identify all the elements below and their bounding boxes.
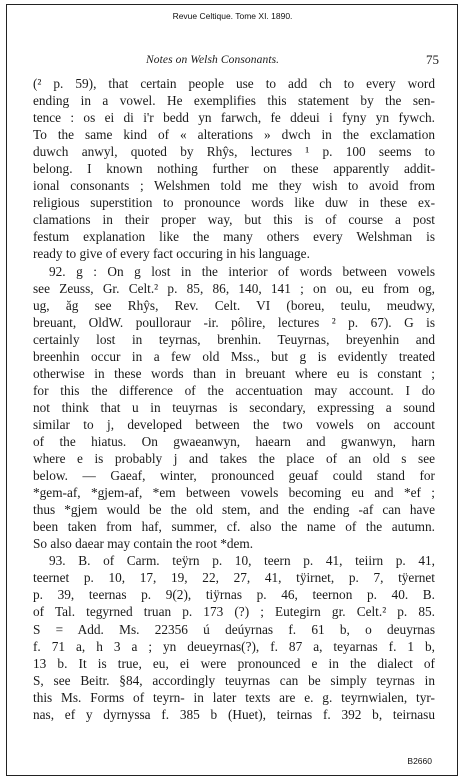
body-text [33,75,435,723]
text-line: nas, ef y dyrnyssa f. 385 b (Huet), teirnas f. 392 b, teirnasu [33,706,435,722]
text-line: S, see Beitr. §84, accordingly teuyrnas can be simply teyrnas in [33,672,435,688]
text-line: S = Add. Ms. 22356 ú deúyrnas f. 61 b, o deuyrnas [33,621,435,637]
text-line: 13 b. It is true, eu, ei were pronounced e in the dialect of [33,655,435,671]
text-line: 93. B. of Carm. teÿrn p. 10, teern p. 41, teiirn p. 41, [49,553,435,569]
text-line: belong. I known nothing further on these apparently addit- [33,161,435,177]
archive-id: B2660 [407,756,432,766]
text-line: not think that u in teuyrnas is secondary, expressing a sound [33,399,435,415]
text-line: *gem-af, *gjem-af, *em between vowels becoming eu and *ef ; [33,485,435,501]
text-line: see Zeuss, Gr. Celt.² p. 85, 86, 140, 141 ; on ou, eu from og, [33,280,435,296]
text-line: where e is probably j and takes the place of an old s see [33,451,435,467]
text-line: So also daear may contain the root *dem. [33,536,254,552]
running-title: Notes on Welsh Consonants. [146,54,280,66]
text-line: To the same kind of « alterations » dwch in the exclamation [33,127,435,143]
text-line: ready to give of every fact occuring in his language. [33,246,310,262]
text-line: been taken from haf, summer, cf. also the name of the autumn. [33,519,435,535]
text-line: otherwise in these words than in breuant where eu is constant ; [33,365,435,381]
text-line: (² p. 59), that certain people use to add ch to every word [33,76,435,91]
text-line: 92. g : On g lost in the interior of words between vowels [49,263,435,279]
text-line: festum explanation like the many others every Welshman is [33,229,435,245]
text-line: of Tal. tegyrned truan p. 173 (?) ; Eutegirn gr. Celt.² p. 85. [33,604,435,620]
text-line: below. — Gaeaf, winter, pronounced geuaf could stand for [33,468,435,484]
text-line: duwch anwyl, quoted by Rhŷs, lectures ¹ p. 100 seems to [33,144,435,160]
text-line: teernet p. 10, 17, 19, 22, 27, 41, tÿirnet, p. 7, tÿernet [33,570,435,586]
text-line: religious superstition to pronounce words like duw in these ex- [33,195,435,211]
text-line: for this the difference of the accentuation may account. I do [33,382,435,398]
text-line: p. 39, teernas p. 9(2), tiÿrnas p. 46, teernon p. 40. B. [33,587,435,603]
text-line: clamations in their proper way, but this is of course a post [33,212,435,228]
source-citation: Revue Celtique. Tome XI. 1890. [172,11,293,21]
text-line: breenhin occur in a few old Mss., but g is evidently treated [33,348,435,364]
text-line: certainly lost in teyrnas, brenhin. Teuyrnas, breyenhin and [33,331,435,347]
text-line: similar to j, developed between the two vowels on account [33,416,435,432]
text-line: breuant, OldW. poulloraur -ir. pôlire, lectures ² p. 67). G is [33,314,435,330]
text-line: of the hiatus. On gwaeanwyn, haearn and gwanwyn, harn [33,433,435,449]
text-line: thus *gjem would be the old stem, and the ending -af can have [33,502,435,518]
text-line: this Ms. Forms of teyrn- in later texts are e. g. teyrnwialen, tyr- [33,689,435,705]
page-number: 75 [426,52,439,67]
text-line: ional consonants ; Welshmen told me they wish to avoid from [33,178,435,194]
text-line: ending in a vowel. He exemplifies this statement by the sen- [33,93,435,109]
text-line: f. 71 a, h 3 a ; yn deueyrnas(?), f. 87 a, teyarnas f. 1 b, [33,638,435,654]
text-line: tence : os ei di i'r bedd yn farwch, fe ddeui i fyny yn fywch. [33,110,435,126]
text-line: ug, ăg see Rhŷs, Rev. Celt. VI (boreu, teulu, meudwy, [33,297,435,313]
